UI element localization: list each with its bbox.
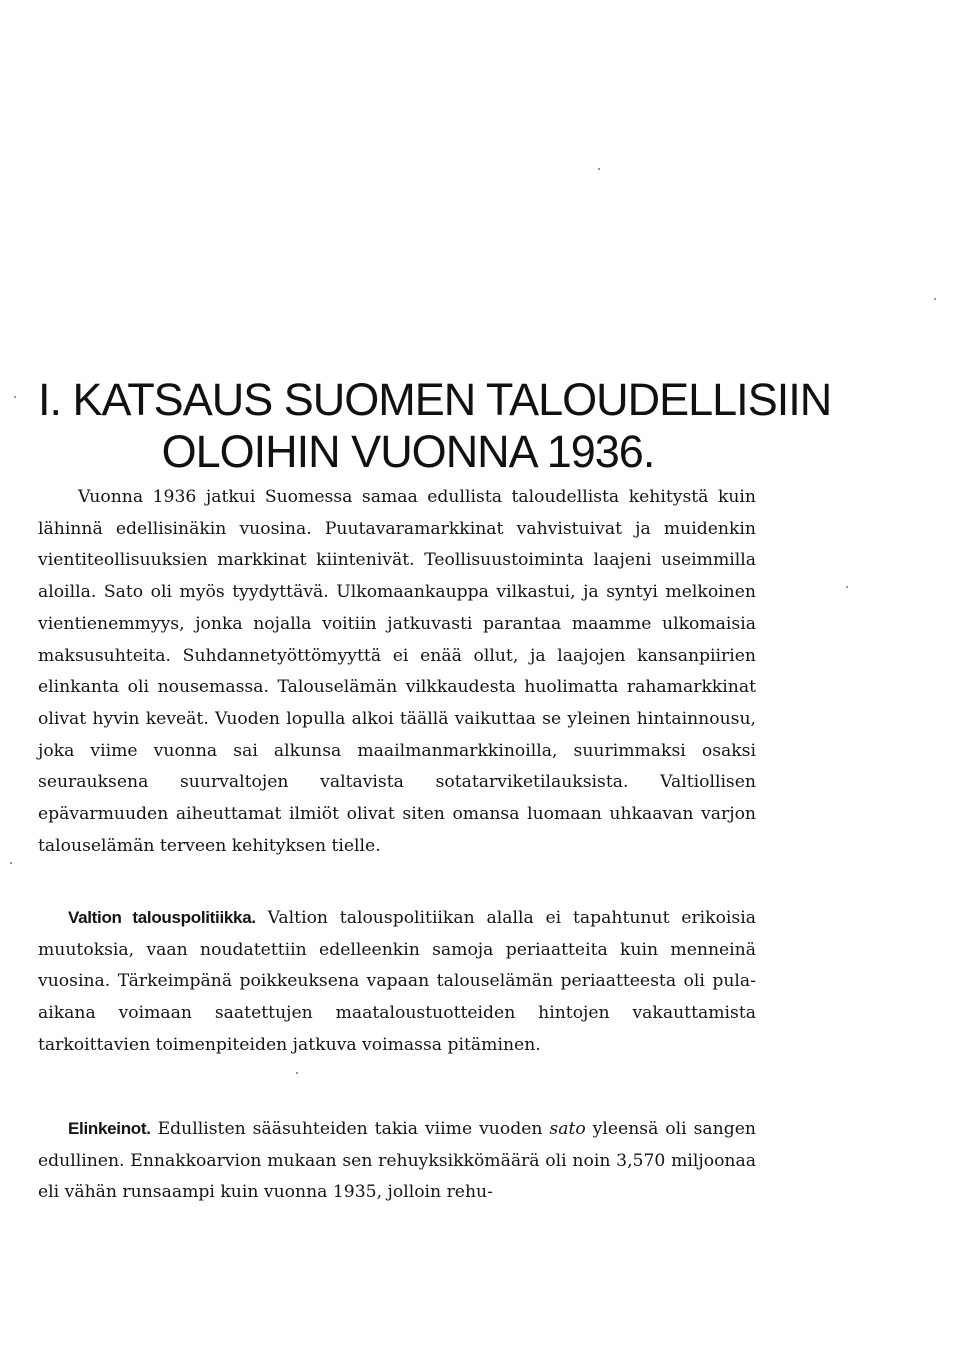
run-in-heading-industries: Elinkeinot. [68, 1119, 151, 1138]
scan-speck [296, 1072, 298, 1074]
paragraph-industries-text-after: yleensä oli sangen edullinen. Ennakkoarvion mukaan sen rehuyksikkömäärä oli noin 3,570 miljoonaa eli vähän runsaampi kuin vuonna 1935, jolloin rehu- [38, 1119, 756, 1203]
paragraph-industries [38, 1113, 756, 1209]
paragraph-industries-text-before: Edullisten sääsuhteiden takia viime vuoden [157, 1119, 543, 1139]
scan-speck [934, 298, 936, 300]
chapter-heading [38, 374, 832, 478]
chapter-heading-line-2: OLOIHIN VUONNA 1936. [161, 426, 655, 477]
paragraph-state-policy-text: Valtion talouspolitiikan alalla ei tapahtunut erikoisia muutoksia, vaan noudatettiin edelleenkin samoja periaatteita kuin menneinä vuosina. Tärkeimpänä poikkeuksena vapaan talouselämän periaatteesta oli pula-aikana voimaan saatettujen maataloustuotteiden hintojen vakauttamista tarkoittavien toimenpiteiden jatkuva voimassa pitäminen. [38, 908, 756, 1055]
paragraph-state-economic-policy [38, 902, 756, 1062]
scan-speck [846, 586, 848, 588]
scan-speck [598, 168, 600, 170]
chapter-heading-line-1: I. KATSAUS SUOMEN TALOUDELLISIIN [38, 374, 832, 425]
paragraph-overview: Vuonna 1936 jatkui Suomessa samaa edullista taloudellista kehitystä kuin lähinnä edellisinäkin vuosina. Puutavaramarkkinat vahvistuivat ja muidenkin vientiteollisuuksien markkinat kiintenivät. Teollisuustoiminta laajeni useimmilla aloilla. Sato oli myös tyydyttävä. Ulkomaankauppa vilkastui, ja syntyi melkoinen vientienemmyys, jonka nojalla voitiin jatkuvasti parantaa maamme ulkomaisia maksusuhteita. Suhdannetyöttömyyttä ei enää ollut, ja laajojen kansanpiirien elinkanta oli nousemassa. Talouselämän vilkkaudesta huolimatta rahamarkkinat olivat hyvin keveät. Vuoden lopulla alkoi täällä vaikuttaa se yleinen hintainnousu, joka viime vuonna sai alkunsa maailmanmarkkinoilla, suurimmaksi osaksi seurauksena suurvaltojen valtavista sotatarviketilauksista. Valtiollisen epävarmuuden aiheuttamat ilmiöt olivat siten omansa luomaan uhkaavan varjon talouselämän terveen kehityksen tielle. [38, 487, 756, 856]
run-in-heading-state-policy: Valtion talouspolitiikka. [68, 908, 256, 927]
emphasis-sato: sato [549, 1119, 586, 1139]
scan-speck [10, 862, 12, 864]
scan-speck [14, 396, 16, 398]
